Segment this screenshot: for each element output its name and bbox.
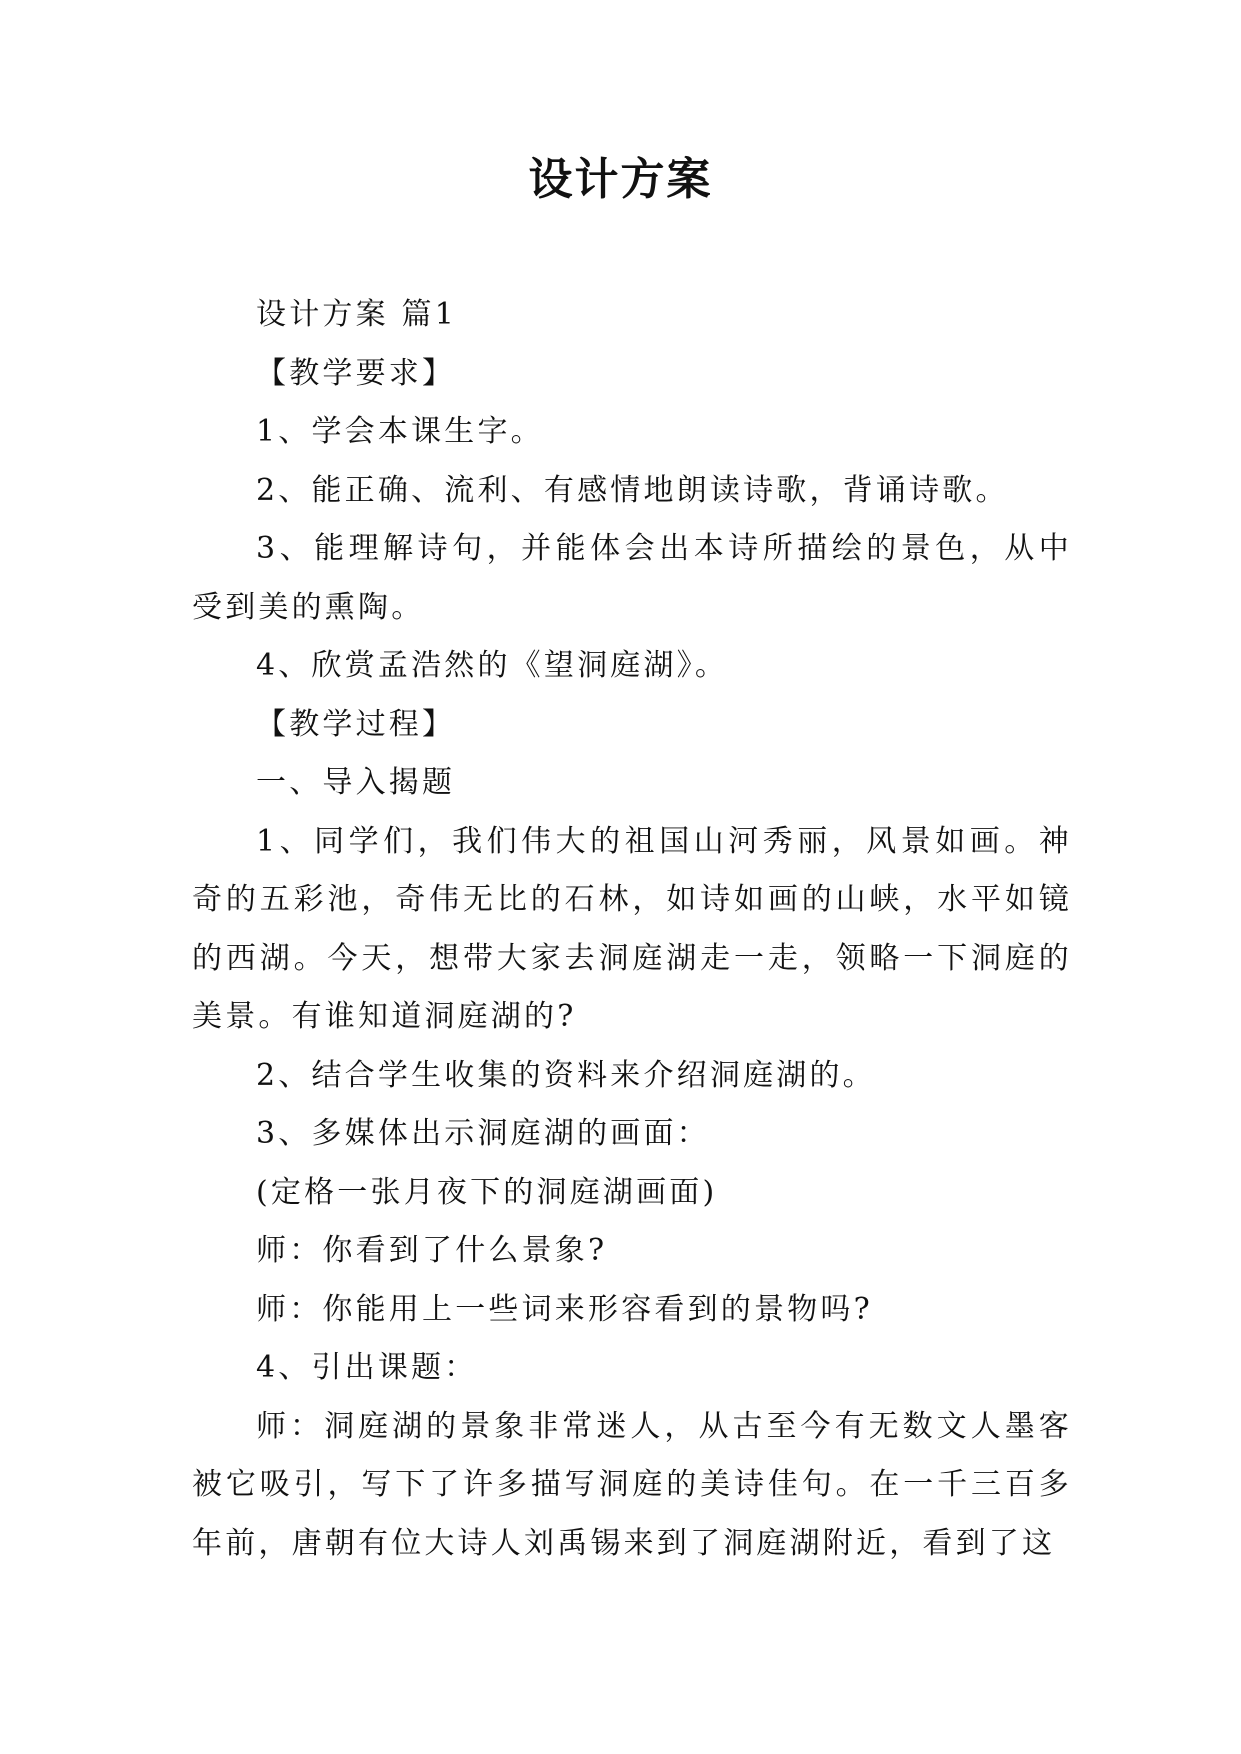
dialogue-line: 师：洞庭湖的景象非常迷人，从古至今有无数文人墨客被它吸引，写下了许多描写洞庭的美诗佳句。在一千三百多年前，唐朝有位大诗人刘禹锡来到了洞庭湖附近，看到了这 (192, 1408, 1072, 1561)
section-heading: 设计方案 篇1 (256, 297, 458, 332)
teaching-requirements-heading: 【教学要求】 (256, 355, 456, 391)
process-step-heading: 一、导入揭题 (256, 765, 456, 800)
document-title: 设计方案 (528, 154, 713, 205)
requirement-item: 3、能理解诗句，并能体会出本诗所描绘的景色，从中受到美的熏陶。 (192, 531, 1072, 625)
teaching-process-heading: 【教学过程】 (256, 706, 456, 742)
requirement-item: 2、能正确、流利、有感情地朗读诗歌，背诵诗歌。 (256, 472, 1009, 508)
body-paragraph: 3、多媒体出示洞庭湖的画面： (256, 1116, 710, 1151)
requirement-item: 1、学会本课生字。 (256, 414, 544, 449)
body-paragraph: 1、同学们，我们伟大的祖国山河秀丽，风景如画。神奇的五彩池，奇伟无比的石林，如诗如画的山峡，水平如镜的西湖。今天，想带大家去洞庭湖走一走，领略一下洞庭的美景。有谁知道洞庭湖的? (192, 823, 1072, 1034)
requirement-item: 4、欣赏孟浩然的《望洞庭湖》。 (256, 648, 729, 683)
document-body (192, 286, 1072, 1573)
dialogue-line: 师：你看到了什么景象? (256, 1233, 608, 1268)
body-paragraph: 4、引出课题： (256, 1350, 478, 1385)
dialogue-line: 师：你能用上一些词来形容看到的景物吗? (256, 1291, 873, 1327)
body-paragraph: 2、结合学生收集的资料来介绍洞庭湖的。 (256, 1057, 876, 1093)
body-paragraph: (定格一张月夜下的洞庭湖画面) (256, 1174, 718, 1210)
